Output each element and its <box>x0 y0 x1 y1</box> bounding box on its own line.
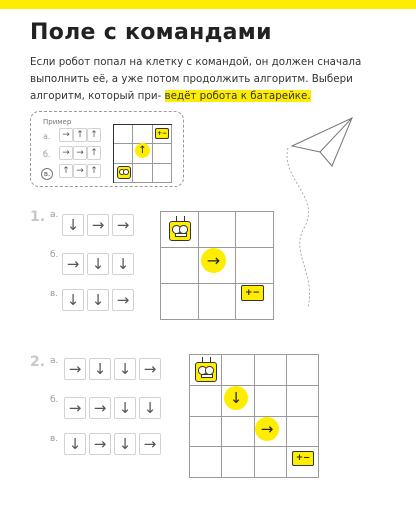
example-label-b: б. <box>43 150 51 159</box>
grid-cell <box>153 164 172 183</box>
intro-text-main: Если робот попал на клетку с командой, он должен сначала выполнить её, а уже потом продолжить алгоритм. Выбери алгоритм, который при- <box>30 56 362 102</box>
grid-cell <box>161 284 199 320</box>
example-label-v-circled: в. <box>41 168 53 180</box>
grid-cell <box>190 447 222 478</box>
task1-cmd-cell: ↓ <box>87 253 109 275</box>
grid-cell <box>236 248 274 284</box>
example-cmd: ↑ <box>87 146 101 160</box>
example-cmd: ↑ <box>87 164 101 178</box>
robot-antenna <box>202 357 203 362</box>
task1-cmd-cell: → <box>112 289 134 311</box>
grid-cell <box>255 355 287 386</box>
task2-cmd-cell: ↓ <box>114 433 136 455</box>
task2-cmd-cell: ↓ <box>114 397 136 419</box>
grid-cell <box>199 212 237 248</box>
grid-cell <box>255 447 287 478</box>
task2-cmd-cell: ↓ <box>89 358 111 380</box>
task1-cmd-cell: ↓ <box>87 289 109 311</box>
task1-cmd-cell: → <box>112 214 134 236</box>
example-label-a: а. <box>43 132 51 141</box>
task2-cmd-cell: → <box>139 433 161 455</box>
task1-cmd-cell: → <box>62 253 84 275</box>
task2-cmd-cell: → <box>64 358 86 380</box>
robot-eye <box>123 169 129 175</box>
task2-cmd-cell: → <box>139 358 161 380</box>
grid-cell <box>222 355 254 386</box>
grid-cell <box>236 212 274 248</box>
task2-cmd-cell: ↓ <box>64 433 86 455</box>
top-accent-bar <box>0 0 416 9</box>
example-cmd: ↑ <box>73 128 87 142</box>
task1-label-v: в. <box>50 289 59 299</box>
page-title: Поле с командами <box>30 20 272 45</box>
task2-grid-command-arrow: → <box>255 417 279 441</box>
example-caption: Пример <box>43 118 72 126</box>
task1-label-a: а. <box>50 210 59 220</box>
task1-cmd-cell: ↓ <box>112 253 134 275</box>
robot-icon <box>169 221 191 241</box>
robot-antenna <box>210 357 211 362</box>
task1-cmd-cell: → <box>87 214 109 236</box>
grid-cell <box>287 355 319 386</box>
grid-cell <box>114 144 133 163</box>
robot-icon <box>195 362 217 382</box>
battery-icon: +− <box>241 285 264 301</box>
task-number-1: 1. <box>30 209 46 225</box>
robot-icon <box>117 166 131 179</box>
grid-cell <box>114 125 133 144</box>
grid-cell <box>287 386 319 417</box>
task2-label-v: в. <box>50 434 59 444</box>
task2-cmd-cell: ↓ <box>139 397 161 419</box>
task-number-2: 2. <box>30 354 46 370</box>
task2-cmd-cell: ↓ <box>114 358 136 380</box>
robot-antenna <box>184 216 185 221</box>
grid-cell <box>199 284 237 320</box>
grid-cell <box>161 248 199 284</box>
task2-label-a: а. <box>50 356 59 366</box>
robot-mouth <box>201 374 213 379</box>
task1-cmd-cell: ↓ <box>62 214 84 236</box>
grid-cell <box>190 417 222 448</box>
battery-icon: +− <box>156 130 168 137</box>
example-cmd: ↑ <box>59 164 73 178</box>
example-cmd: → <box>73 146 87 160</box>
grid-cell <box>153 144 172 163</box>
grid-cell <box>222 447 254 478</box>
example-cmd: ↑ <box>87 128 101 142</box>
grid-cell <box>255 386 287 417</box>
task2-cmd-cell: → <box>89 433 111 455</box>
task1-cmd-cell: ↓ <box>62 289 84 311</box>
grid-cell <box>133 125 152 144</box>
example-cmd: → <box>59 146 73 160</box>
example-cmd: → <box>59 128 73 142</box>
paper-plane-icon <box>282 108 392 318</box>
task2-cmd-cell: → <box>89 397 111 419</box>
grid-cell <box>190 386 222 417</box>
example-box <box>30 111 184 187</box>
intro-text <box>30 54 402 105</box>
grid-cell <box>222 417 254 448</box>
grid-cell <box>287 417 319 448</box>
task1-grid-command-arrow: → <box>201 248 226 273</box>
task2-cmd-cell: → <box>64 397 86 419</box>
intro-text-highlight: ведёт робота к батарейке. <box>164 90 311 102</box>
grid-cell <box>133 164 152 183</box>
task1-label-b: б. <box>50 250 59 260</box>
battery-icon: +− <box>292 451 314 466</box>
robot-antenna <box>176 216 177 221</box>
example-cmd: → <box>73 164 87 178</box>
example-grid-command-arrow: ↑ <box>135 143 150 158</box>
robot-mouth <box>175 233 187 238</box>
task2-label-b: б. <box>50 395 59 405</box>
task2-grid-command-arrow: ↓ <box>224 386 248 410</box>
